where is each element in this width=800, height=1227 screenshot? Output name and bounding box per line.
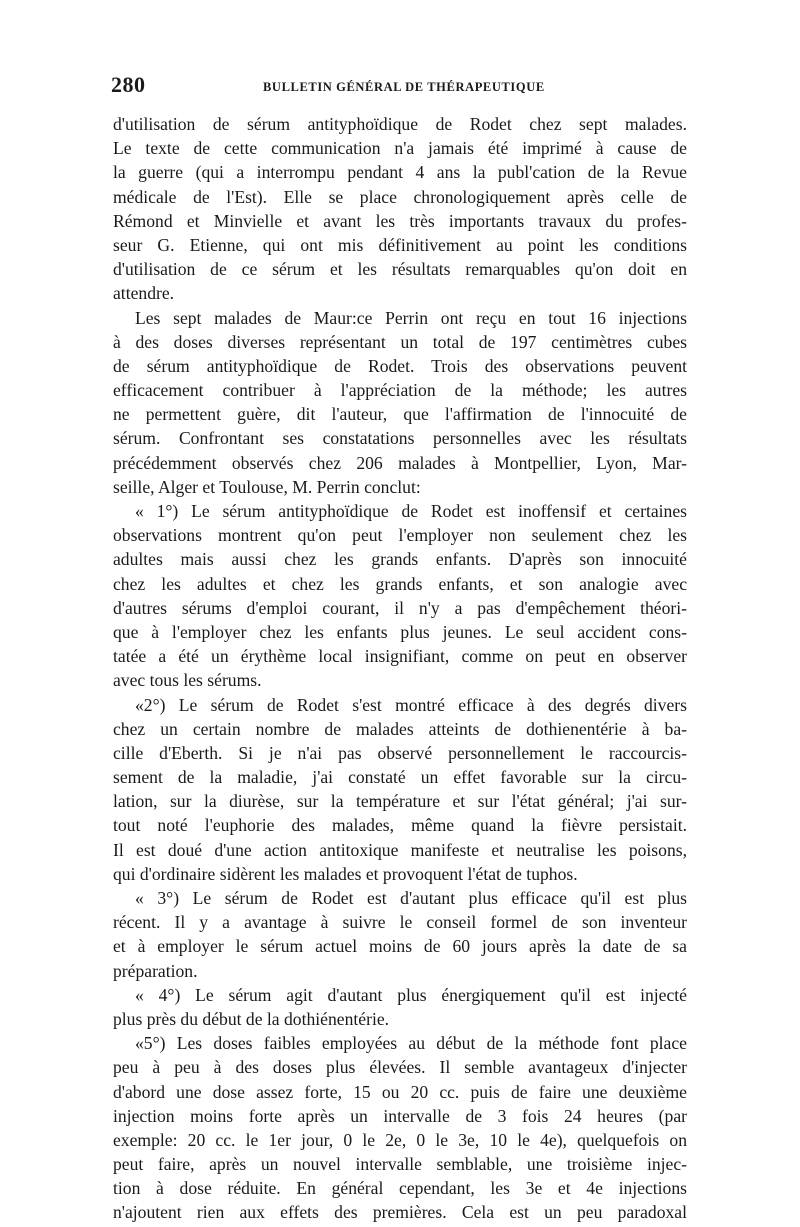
text-line: « 3°) Le sérum de Rodet est d'autant plus efficace qu'il est plus — [135, 888, 687, 908]
text-line: et à employer le sérum actuel moins de 60 jours après la date de sa — [113, 936, 687, 957]
text-line: seille, Alger et Toulouse, M. Perrin conclut: — [113, 476, 421, 497]
text-line: avec tous les sérums. — [113, 670, 262, 691]
text-line: cille d'Eberth. Si je n'ai pas observé personnellement le raccourcis- — [113, 742, 687, 763]
text-line: exemple: 20 cc. le 1er jour, 0 le 2e, 0 le 3e, 10 le 4e), quelquefois on — [113, 1129, 687, 1150]
text-line: précédemment observés chez 206 malades à Montpellier, Lyon, Mar- — [113, 452, 687, 473]
text-line: chez un certain nombre de malades atteints de dothienentérie à ba- — [113, 718, 687, 739]
text-line: tatée a été un érythème local insignifiant, comme on peut en observer — [113, 646, 687, 667]
text-line: « 4°) Le sérum agit d'autant plus énergiquement qu'il est injecté — [135, 984, 687, 1005]
text-line: de sérum antityphoïdique de Rodet. Trois des observations peuvent — [113, 355, 687, 376]
text-line: efficacement contribuer à l'appréciation de la méthode; les autres — [113, 380, 687, 401]
text-line: adultes mais aussi chez les grands enfants. D'après son innocuité — [113, 549, 687, 570]
page-number: 280 — [111, 72, 146, 97]
text-line: la guerre (qui a interrompu pendant 4 ans la publ'cation de la Revue — [113, 162, 687, 183]
running-header — [111, 72, 686, 102]
text-line: d'abord une dose assez forte, 15 ou 20 cc. puis de faire une deuxième — [113, 1081, 687, 1102]
journal-title: BULLETIN GÉNÉRAL DE THÉRAPEUTIQUE — [263, 80, 545, 94]
text-line: tion à dose réduite. En général cependant, les 3e et 4e injections — [113, 1178, 687, 1199]
text-line: d'utilisation de ce sérum et les résultats remarquables qu'on doit en — [113, 259, 687, 280]
text-line: sement de la maladie, j'ai constaté un effet favorable sur la circu- — [113, 767, 687, 788]
text-line: peut faire, après un nouvel intervalle semblable, une troisième injec- — [113, 1154, 687, 1175]
text-line: préparation. — [113, 960, 198, 981]
body-text — [113, 112, 687, 1225]
text-line: d'autres sérums d'emploi courant, il n'y a pas d'empêchement théori- — [113, 597, 687, 618]
text-line: Le texte de cette communication n'a jamais été imprimé à cause de — [113, 138, 687, 159]
text-line: chez les adultes et chez les grands enfants, et son analogie avec — [113, 573, 687, 594]
text-line: sérum. Confrontant ses constatations personnelles avec les résultats — [113, 428, 687, 449]
text-line: Rémond et Minvielle et avant les très importants travaux du profes- — [113, 210, 687, 231]
text-line: observations montrent qu'on peut l'employer non seulement chez les — [113, 525, 687, 546]
text-line: n'ajoutent rien aux effets des premières. Cela est un peu paradoxal — [113, 1202, 687, 1223]
text-line: à des doses diverses représentant un total de 197 centimètres cubes — [113, 331, 687, 352]
text-line: Les sept malades de Maur:ce Perrin ont reçu en tout 16 injections — [135, 307, 687, 328]
text-line: « 1°) Le sérum antityphoïdique de Rodet est inoffensif et certaines — [135, 501, 687, 521]
text-line: Il est doué d'une action antitoxique manifeste et neutralise les poisons, — [113, 839, 687, 860]
text-line: ne permettent guère, dit l'auteur, que l'affirmation de l'innocuité de — [113, 404, 687, 425]
text-line: peu à peu à des doses plus élevées. Il semble avantageux d'injecter — [113, 1057, 687, 1078]
text-line: lation, sur la diurèse, sur la température et sur l'état général; j'ai sur- — [113, 791, 687, 812]
text-line: récent. Il y a avantage à suivre le conseil formel de son inventeur — [113, 912, 687, 933]
text-line: d'utilisation de sérum antityphoïdique de Rodet chez sept malades. — [113, 114, 687, 134]
text-line: tout noté l'euphorie des malades, même quand la fièvre persistait. — [113, 815, 687, 836]
text-line: que à l'employer chez les enfants plus jeunes. Le seul accident cons- — [113, 621, 687, 642]
text-line: attendre. — [113, 283, 175, 304]
text-line: seur G. Etienne, qui ont mis définitivement au point les conditions — [113, 234, 687, 255]
text-line: médicale de l'Est). Elle se place chronologiquement après celle de — [113, 186, 687, 207]
text-line: injection moins forte après un intervalle de 3 fois 24 heures (par — [113, 1105, 687, 1126]
text-line: qui d'ordinaire sidèrent les malades et provoquent l'état de tuphos. — [113, 863, 578, 884]
text-line: plus près du début de la dothiénentérie. — [113, 1008, 390, 1029]
text-line: «2°) Le sérum de Rodet s'est montré efficace à des degrés divers — [135, 694, 687, 715]
text-line: «5°) Les doses faibles employées au début de la méthode font place — [135, 1033, 687, 1054]
